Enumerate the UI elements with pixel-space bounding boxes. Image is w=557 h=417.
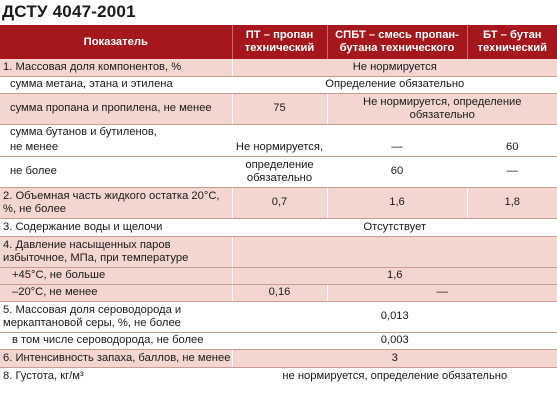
table-row [0, 124, 557, 140]
row-label: 3. Содержание воды и щелочи [0, 218, 232, 236]
value-pt: Не нормируется, [232, 140, 327, 156]
table-row [0, 267, 557, 284]
table-row [0, 93, 557, 124]
value-pt: 0,7 [232, 187, 327, 218]
row-label: сумма метана, этана и этилена [0, 76, 232, 93]
specification-table [0, 25, 557, 385]
header-spbt: СПБТ – смесь пропан-бутана технического [327, 25, 467, 59]
value-pt [232, 124, 327, 140]
value-spbt-bt: — [327, 284, 557, 301]
table-row [0, 76, 557, 93]
value-spbt: — [327, 140, 467, 156]
row-value: 0,003 [232, 332, 557, 349]
header-bt: БТ – бутан технический [467, 25, 557, 59]
table-row [0, 236, 557, 267]
row-label: 6. Интенсивность запаха, баллов, не менее [0, 349, 232, 367]
row-label: сумма пропана и пропилена, не менее [0, 93, 232, 124]
row-value: Не нормируется [232, 59, 557, 76]
table-row [0, 367, 557, 385]
row-value: 1,6 [232, 267, 557, 284]
table-row [0, 187, 557, 218]
row-value: Отсутствует [232, 218, 557, 236]
row-label: 4. Давление насыщенных паров избыточное, МПа, при температуре [0, 236, 232, 267]
value-pt: 0,16 [232, 284, 327, 301]
table-row [0, 156, 557, 187]
row-label: +45°С, не больше [0, 267, 232, 284]
table-row [0, 140, 557, 156]
row-value [232, 236, 557, 267]
value-bt [467, 124, 557, 140]
value-bt: — [467, 156, 557, 187]
row-label: в том числе сероводорода, не более [0, 332, 232, 349]
value-spbt-bt: Не нормируется, определение обязательно [327, 93, 557, 124]
row-label: не менее [0, 140, 232, 156]
table-row [0, 218, 557, 236]
value-pt: 75 [232, 93, 327, 124]
table-row [0, 59, 557, 76]
table-row [0, 332, 557, 349]
value-spbt [327, 124, 467, 140]
value-bt: 1,8 [467, 187, 557, 218]
row-label: 1. Массовая доля компонентов, % [0, 59, 232, 76]
header-indicator: Показатель [0, 25, 232, 59]
value-spbt: 60 [327, 156, 467, 187]
value-pt: определение обязательно [232, 156, 327, 187]
header-pt: ПТ – пропан технический [232, 25, 327, 59]
row-label: 5. Массовая доля сероводорода и меркаптановой серы, %, не более [0, 301, 232, 332]
row-value: Определение обязательно [232, 76, 557, 93]
row-value: 3 [232, 349, 557, 367]
value-spbt: 1,6 [327, 187, 467, 218]
row-label: –20°С, не менее [0, 284, 232, 301]
row-label: не более [0, 156, 232, 187]
row-label: 8. Густота, кг/м³ [0, 367, 232, 385]
table-row [0, 349, 557, 367]
page-title: ДСТУ 4047-2001 [2, 2, 136, 21]
table-row [0, 284, 557, 301]
row-label: сумма бутанов и бутиленов, [0, 124, 232, 140]
row-label: 2. Объемная часть жидкого остатка 20°С, %, не более [0, 187, 232, 218]
row-value: не нормируется, определение обязательно [232, 367, 557, 385]
table-header-row [0, 25, 557, 59]
row-value: 0,013 [232, 301, 557, 332]
table-row [0, 301, 557, 332]
value-bt: 60 [467, 140, 557, 156]
